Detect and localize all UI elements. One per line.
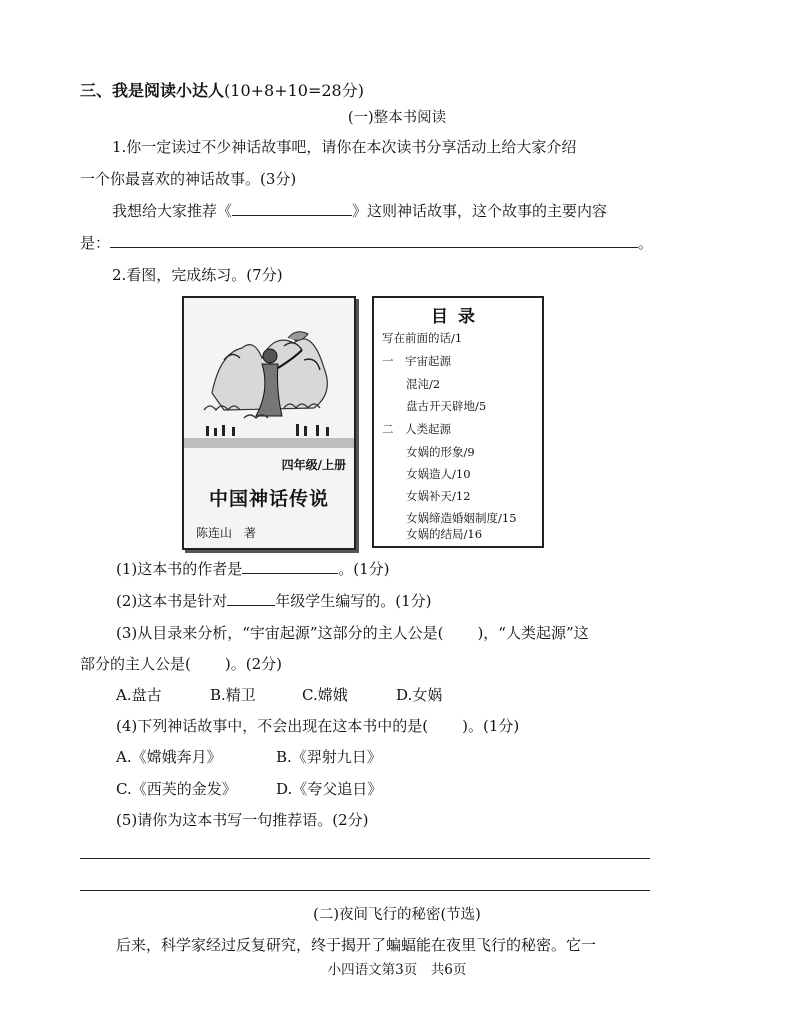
q1-line1: 1.你一定读过不少神话故事吧，请你在本次读书分享活动上给大家介绍 <box>112 138 577 156</box>
toc-line: 女娲缔造婚姻制度/15 <box>406 511 517 525</box>
toc-line: 写在前面的话/1 <box>382 331 463 345</box>
book-title: 中国神话传说 <box>208 488 329 510</box>
part2-text: 后来，科学家经过反复研究，终于揭开了蝙蝠能在夜里飞行的秘密。它一 <box>116 936 597 954</box>
author-blank[interactable] <box>242 559 338 574</box>
subq3-line2-prefix: 部分的主人公是( <box>80 655 191 673</box>
q2-stem: 2.看图，完成练习。(7分) <box>112 266 283 284</box>
section-points: (10+8+10=28分) <box>224 81 364 100</box>
option-a: A.盘古 <box>116 686 162 704</box>
option-b: B.精卫 <box>210 686 256 704</box>
q1-line4-prefix: 是： <box>80 234 111 252</box>
q1-line3-prefix: 我想给大家推荐《 <box>112 202 233 220</box>
subq3-line2-suffix: )。(2分) <box>224 655 282 673</box>
subq4 <box>116 715 519 736</box>
q1-title-blank[interactable] <box>232 201 352 216</box>
subq3-line2 <box>80 653 282 674</box>
book-author: 陈连山 著 <box>196 526 257 540</box>
subq2 <box>116 590 432 611</box>
answer-line[interactable] <box>80 890 650 891</box>
story-option-a: A.《嫦娥奔月》 <box>116 748 222 766</box>
toc-line: 女娲的形象/9 <box>406 445 475 459</box>
toc-line: 盘古开天辟地/5 <box>406 399 487 413</box>
book-cover-illustration <box>184 298 354 448</box>
toc-line: 二 人类起源 <box>382 422 451 436</box>
toc-line: 女娲造人/10 <box>406 467 471 481</box>
story-option-b: B.《羿射九日》 <box>276 748 382 766</box>
subq1 <box>116 558 390 579</box>
subq2-suffix: 年级学生编写的。(1分) <box>275 592 432 610</box>
option-d: D.女娲 <box>396 686 443 704</box>
book-grade-label: 四年级/上册 <box>281 458 346 472</box>
q1-line4-suffix: 。 <box>638 234 654 252</box>
q1-content-blank[interactable] <box>110 233 638 248</box>
subq3-prefix: (3)从目录来分析，“宇宙起源”这部分的主人公是( <box>116 624 444 642</box>
grade-blank[interactable] <box>227 591 275 606</box>
q1-line3 <box>112 200 607 221</box>
part1-heading: (一)整本书阅读 <box>347 110 447 126</box>
subq3-mid: )，“人类起源”这 <box>477 624 589 642</box>
page-footer: 小四语文第3页 共6页 <box>327 962 467 978</box>
subq1-prefix: (1)这本书的作者是 <box>116 560 243 578</box>
story-option-d: D.《夸父追日》 <box>276 780 383 798</box>
toc-line: 混沌/2 <box>406 377 441 391</box>
q1-line3-suffix: 》这则神话故事，这个故事的主要内容 <box>352 202 608 220</box>
table-of-contents <box>372 296 544 548</box>
toc-line: 女娲的结局/16 <box>406 527 483 541</box>
q1-line2: 一个你最喜欢的神话故事。(3分) <box>80 170 297 188</box>
toc-line: 女娲补天/12 <box>406 489 471 503</box>
answer-line[interactable] <box>80 858 650 859</box>
subq4-suffix: )。(1分) <box>462 717 520 735</box>
toc-line: 一 宇宙起源 <box>382 354 451 368</box>
subq4-prefix: (4)下列神话故事中，不会出现在这本书中的是( <box>116 717 429 735</box>
option-c: C.嫦娥 <box>302 686 348 704</box>
book-cover <box>182 296 356 550</box>
part2-heading: (二)夜间飞行的秘密(节选) <box>313 907 481 923</box>
section-title-text: 三、我是阅读小达人 <box>80 81 225 100</box>
toc-title: 目录 <box>431 307 485 327</box>
q1-line4 <box>80 232 653 253</box>
subq2-prefix: (2)这本书是针对 <box>116 592 228 610</box>
story-option-c: C.《西芙的金发》 <box>116 780 237 798</box>
section-title <box>80 78 364 101</box>
subq5: (5)请你为这本书写一句推荐语。(2分) <box>116 811 369 829</box>
subq3-line1 <box>116 622 589 643</box>
subq1-suffix: 。(1分) <box>338 560 390 578</box>
